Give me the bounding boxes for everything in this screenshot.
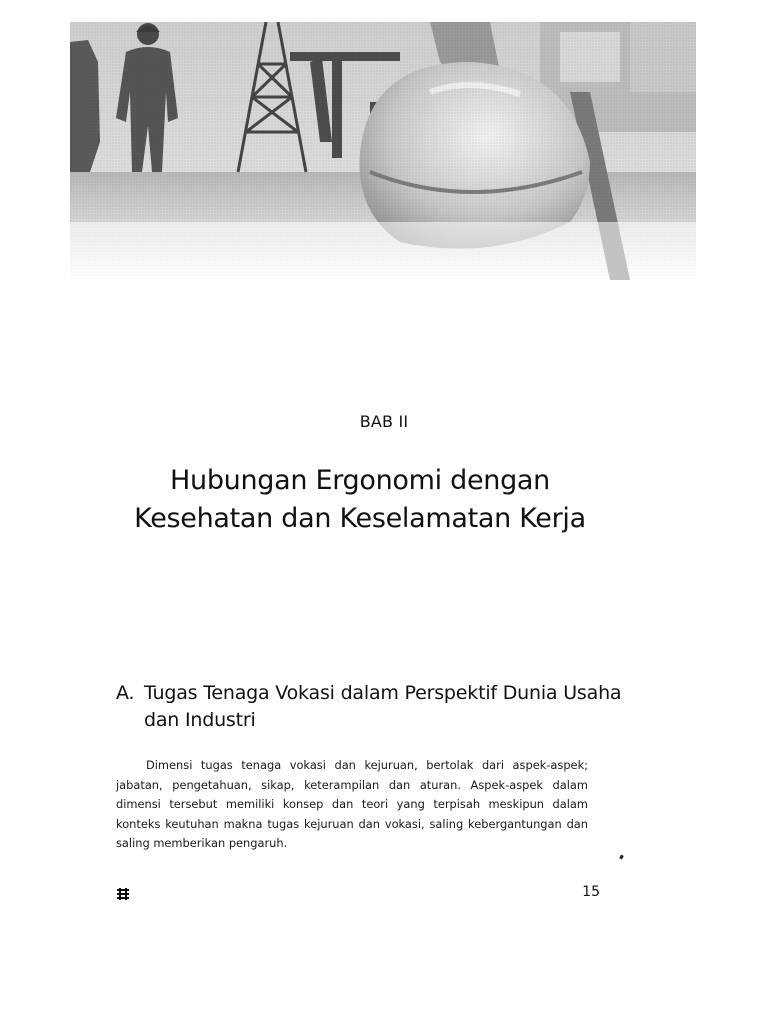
oil-field-photo-icon <box>70 22 696 280</box>
header-photo <box>70 22 696 280</box>
scan-speck <box>619 855 624 860</box>
page-number: 15 <box>582 884 600 900</box>
section-heading <box>116 680 636 734</box>
chapter-title <box>0 462 720 538</box>
chapter-title-line-2: Kesehatan dan Keselamatan Kerja <box>134 503 586 534</box>
body-paragraph: Dimensi tugas tenaga vokasi dan kejuruan, bertolak dari aspek-aspek; jabatan, pengetahuan, sikap, keterampilan dan aturan. Aspek-aspek dalam dimensi tersebut memiliki konsep dan teori yang terpisah meskipun dalam konteks keutuhan makna tugas kejuruan dan vokasi, saling kebergantungan dan saling memberikan pengaruh. <box>116 758 588 850</box>
publisher-logo-icon <box>116 886 130 900</box>
section-marker: A. <box>116 682 135 704</box>
section-title: Tugas Tenaga Vokasi dalam Perspektif Dunia Usaha dan Industri <box>144 682 622 731</box>
chapter-title-line-1: Hubungan Ergonomi dengan <box>170 465 550 496</box>
chapter-label: BAB II <box>359 412 409 431</box>
